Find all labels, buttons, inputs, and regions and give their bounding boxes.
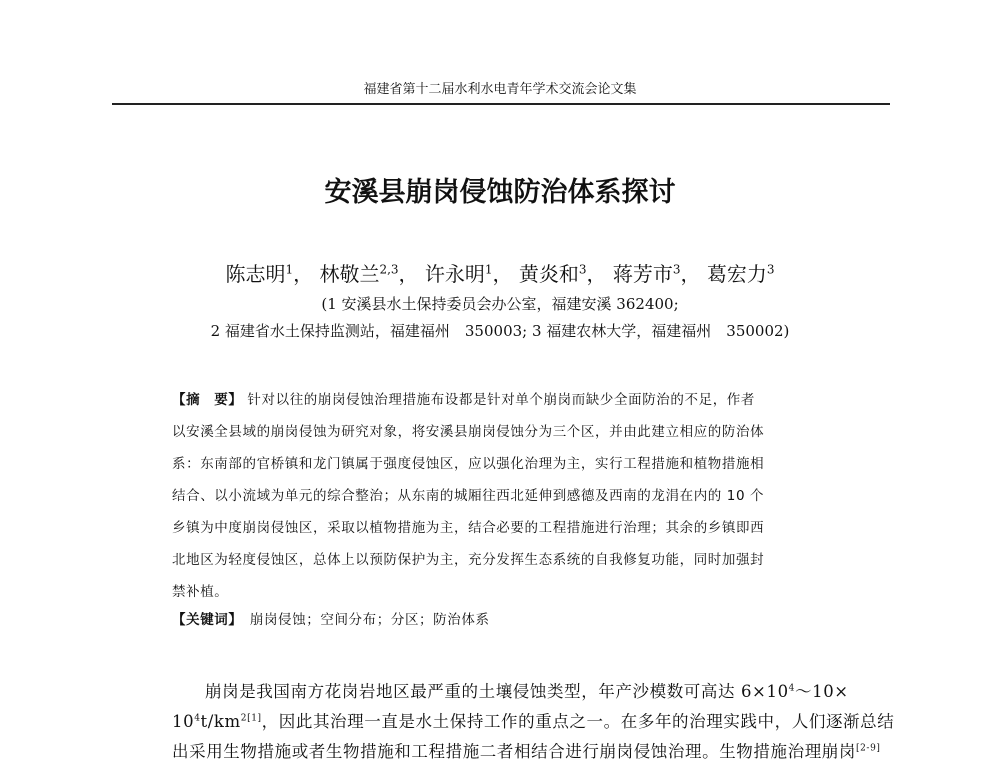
author: 黄炎和$^3$ bbox=[518, 262, 587, 286]
running-header: 福建省第十二届水利水电青年学术交流会论文集 bbox=[363, 82, 637, 97]
abstract-line: 乡镇为中度崩岗侵蚀区，采取以植物措施为主，结合必要的工程措施进行治理；其余的乡镇即西 bbox=[172, 520, 765, 536]
author: 陈志明$^1$ bbox=[225, 262, 294, 286]
affiliation-line: (1 安溪县水土保持委员会办公室，福建安溪 362400; bbox=[321, 295, 679, 313]
author: 林敬兰$^{2,3}$ bbox=[319, 262, 399, 286]
abstract-line: 禁补植。 bbox=[172, 584, 229, 600]
header-rule bbox=[112, 103, 890, 105]
author-list: 陈志明$^1$， 林敬兰$^{2,3}$， 许永明$^1$， 黄炎和$^3$， 蒋芳市$^3$， 葛宏力$^3$ bbox=[225, 262, 775, 286]
abstract-text: 针对以往的崩岗侵蚀治理措施布设都是针对单个崩岗而缺少全面防治的不足，作者 bbox=[247, 392, 756, 408]
abstract-line: 北地区为轻度侵蚀区，总体上以预防保护为主，充分发挥生态系统的自我修复功能，同时加强封 bbox=[172, 552, 765, 568]
keywords-text: 崩岗侵蚀；空间分布；分区；防治体系 bbox=[249, 612, 490, 628]
abstract-line: 系：东南部的官桥镇和龙门镇属于强度侵蚀区，应以强化治理为主，实行工程措施和植物措施相 bbox=[172, 456, 765, 472]
body-line: 出采用生物措施或者生物措施和工程措施二者相结合进行崩岗侵蚀治理。生物措施治理崩岗[2-9] bbox=[172, 742, 881, 761]
author: 蒋芳市$^3$ bbox=[612, 262, 681, 286]
keywords-label: 【关键词】 bbox=[172, 612, 236, 628]
abstract-label: 【摘 要】 bbox=[172, 392, 243, 408]
keywords-line bbox=[172, 608, 490, 628]
abstract-line: 以安溪全县域的崩岗侵蚀为研究对象，将安溪县崩岗侵蚀分为三个区，并由此建立相应的防治体 bbox=[172, 424, 765, 440]
abstract-line bbox=[172, 388, 755, 408]
affiliation-line: 2 福建省水土保持监测站，福建福州 350003; 3 福建农林大学，福建福州 350002) bbox=[210, 322, 790, 340]
author: 葛宏力$^3$ bbox=[706, 262, 775, 286]
paper-title: 安溪县崩岗侵蚀防治体系探讨 bbox=[324, 177, 676, 208]
body-line: 崩岗是我国南方花岗岩地区最严重的土壤侵蚀类型，年产沙模数可高达 $6\times 10^4\sim 10\times$ bbox=[205, 682, 849, 701]
abstract-line: 结合、以小流域为单元的综合整治；从东南的城厢往西北延伸到感德及西南的龙涓在内的 10 个 bbox=[172, 488, 765, 504]
body-line: $10^4t/km^{2[1]}$，因此其治理一直是水土保持工作的重点之一。在多年的治理实践中，人们逐渐总结 bbox=[172, 712, 895, 731]
author: 许永明$^1$ bbox=[424, 262, 493, 286]
